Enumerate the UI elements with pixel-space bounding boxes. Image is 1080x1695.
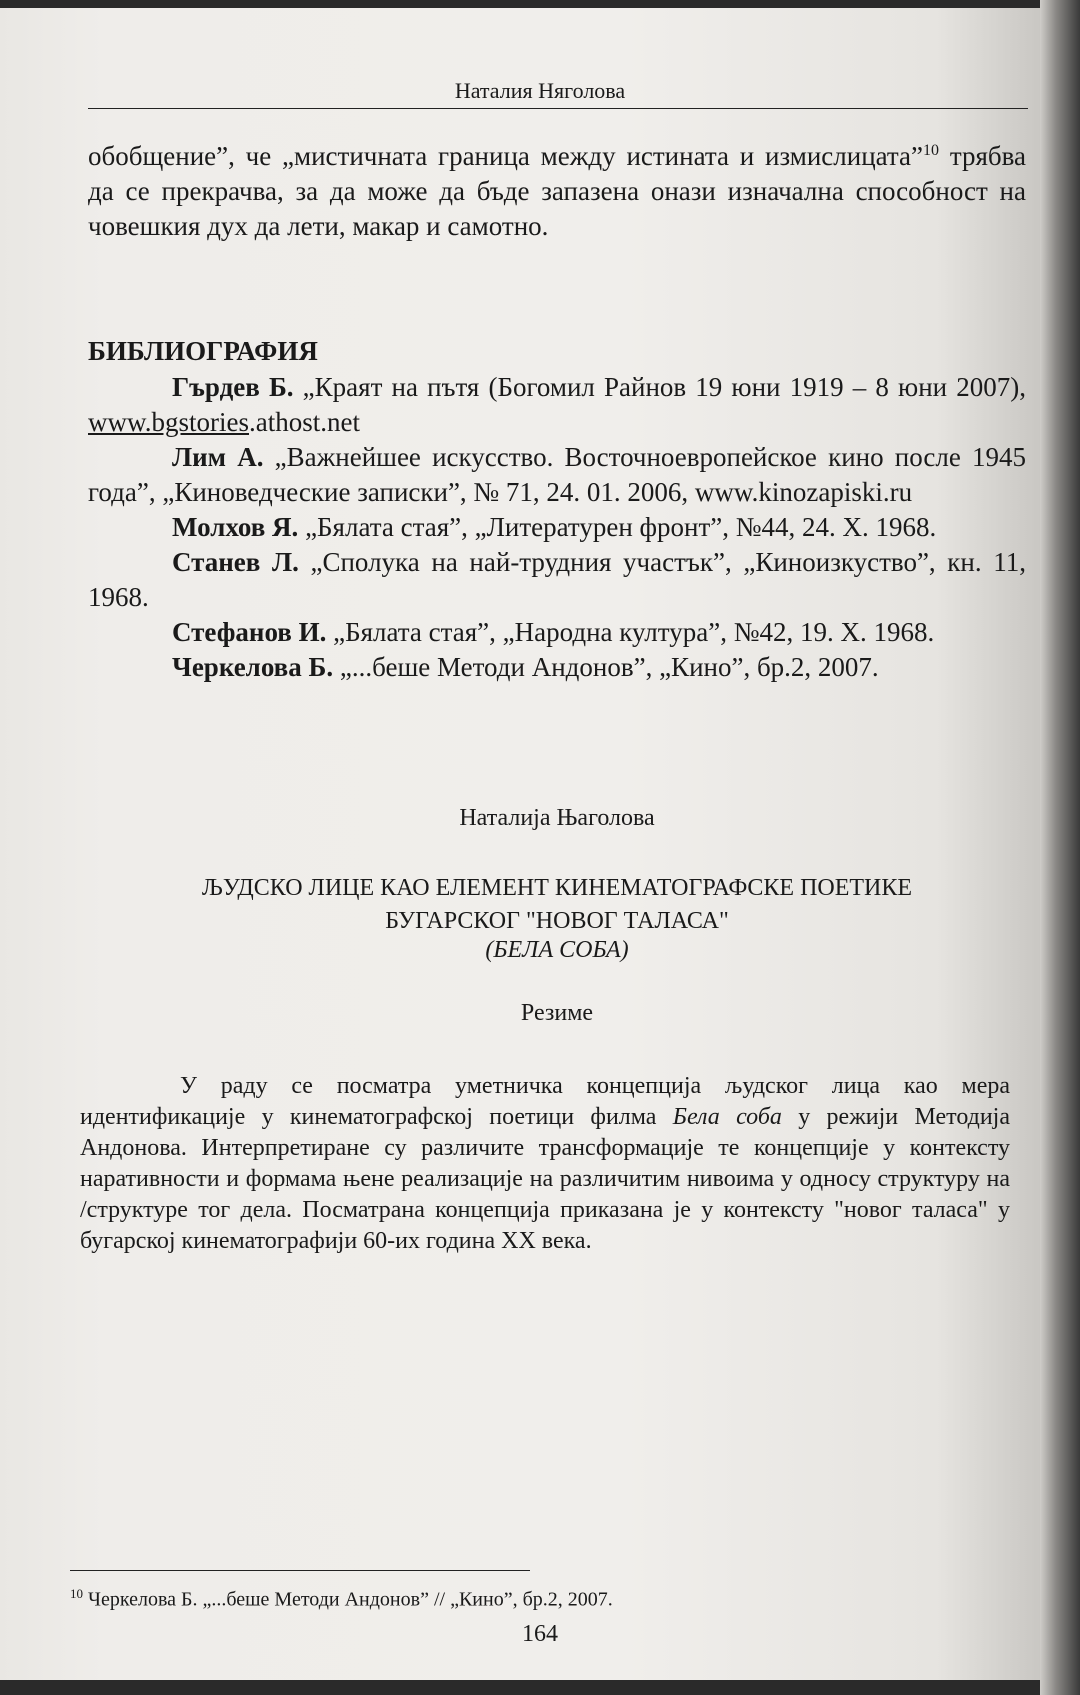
bib-text: „Бялата стая”, „Литературен фронт”, №44, 24. Х. 1968. bbox=[298, 512, 937, 542]
footnote-number: 10 bbox=[70, 1586, 83, 1601]
footnote bbox=[70, 1586, 613, 1612]
abstract-film-title: Бела соба bbox=[672, 1104, 782, 1130]
intro-text-continued: трябва да се прекрачва, за да може да бъде запазена онази изначална способност на човешкия дух да лети, макар и самотно. bbox=[88, 141, 1026, 241]
bib-item-cherkelova bbox=[88, 650, 1026, 685]
bib-author: Лим А. bbox=[172, 442, 264, 472]
footnote-rule bbox=[70, 1570, 530, 1571]
bib-text: „Бялата стая”, „Народна култура”, №42, 19. Х. 1968. bbox=[326, 617, 935, 647]
bib-item-molhov bbox=[88, 510, 1026, 545]
intro-text: обобщение”, че „мистичната граница между истината и измислицата” bbox=[88, 141, 924, 171]
bibliography-list bbox=[88, 370, 1026, 685]
summary-subtitle: (БЕЛА СОБА) bbox=[485, 937, 629, 963]
bib-item-stanev bbox=[88, 545, 1026, 615]
bib-item-lim bbox=[88, 440, 1026, 510]
bib-text: „Сполука на най-трудния участък”, „Киноизкуство”, кн. 11, 1968. bbox=[88, 547, 1026, 612]
summary-author: Наталија Њаголова bbox=[459, 805, 655, 831]
intro-paragraph bbox=[88, 133, 1026, 244]
bib-text: „Краят на пътя (Богомил Райнов 19 юни 1919 – 8 юни 2007), bbox=[293, 372, 1026, 402]
footnote-text: Черкелова Б. „...беше Методи Андонов” // „Кино”, бр.2, 2007. bbox=[88, 1588, 613, 1611]
bib-text: „...беше Методи Андонов”, „Кино”, бр.2, 2007. bbox=[333, 652, 879, 682]
bibliography-heading: БИБЛИОГРАФИЯ bbox=[88, 336, 318, 366]
bib-link-rest: .athost.net bbox=[249, 407, 360, 437]
footnote-ref: 10 bbox=[923, 142, 940, 159]
summary-abstract bbox=[80, 1071, 1010, 1257]
page-number: 164 bbox=[522, 1621, 558, 1647]
summary-title-line1: ЉУДСКО ЛИЦЕ КАО ЕЛЕМЕНТ КИНЕМАТОГРАФСКЕ ПОЕТИКЕ bbox=[201, 875, 913, 901]
bib-item-stefanov bbox=[88, 615, 1026, 650]
bib-item-gardev bbox=[88, 370, 1026, 440]
bib-author: Гърдев Б. bbox=[172, 372, 294, 402]
bib-author: Молхов Я. bbox=[172, 512, 299, 542]
abstract-text: У раду се посматра уметничка концепција људског лица као мера идентификације у кинематографској поетици филма bbox=[80, 1073, 1010, 1130]
bib-author: Станев Л. bbox=[172, 547, 299, 577]
bib-author: Стефанов И. bbox=[172, 617, 327, 647]
abstract-text-continued: у режији Методија Андонова. Интерпретиране су различите трансформације те концепције у контексту наративности и формама њене реализације на различитим нивоима у односу структуру на /структуре тог дела. Посматрана концепција приказана је у контексту "новог таласа" у бугарској кинематографији 60-их година XX века. bbox=[80, 1104, 1011, 1254]
book-page bbox=[0, 8, 1040, 1680]
header-rule bbox=[88, 108, 1028, 109]
book-spine-shadow bbox=[1040, 0, 1080, 1695]
bib-author: Черкелова Б. bbox=[172, 652, 334, 682]
running-header: Наталия Няголова bbox=[454, 78, 626, 103]
summary-label: Резиме bbox=[520, 1000, 594, 1026]
summary-title-line2: БУГАРСКОГ "НОВОГ ТАЛАСА" bbox=[385, 908, 729, 934]
bib-text: „Важнейшее искусство. Восточноевропейское кино после 1945 года”, „Киноведческие записки”, № 71, 24. 01. 2006, www.kinozapiski.ru bbox=[88, 442, 1026, 507]
bib-link: www.bgstories bbox=[88, 407, 249, 437]
